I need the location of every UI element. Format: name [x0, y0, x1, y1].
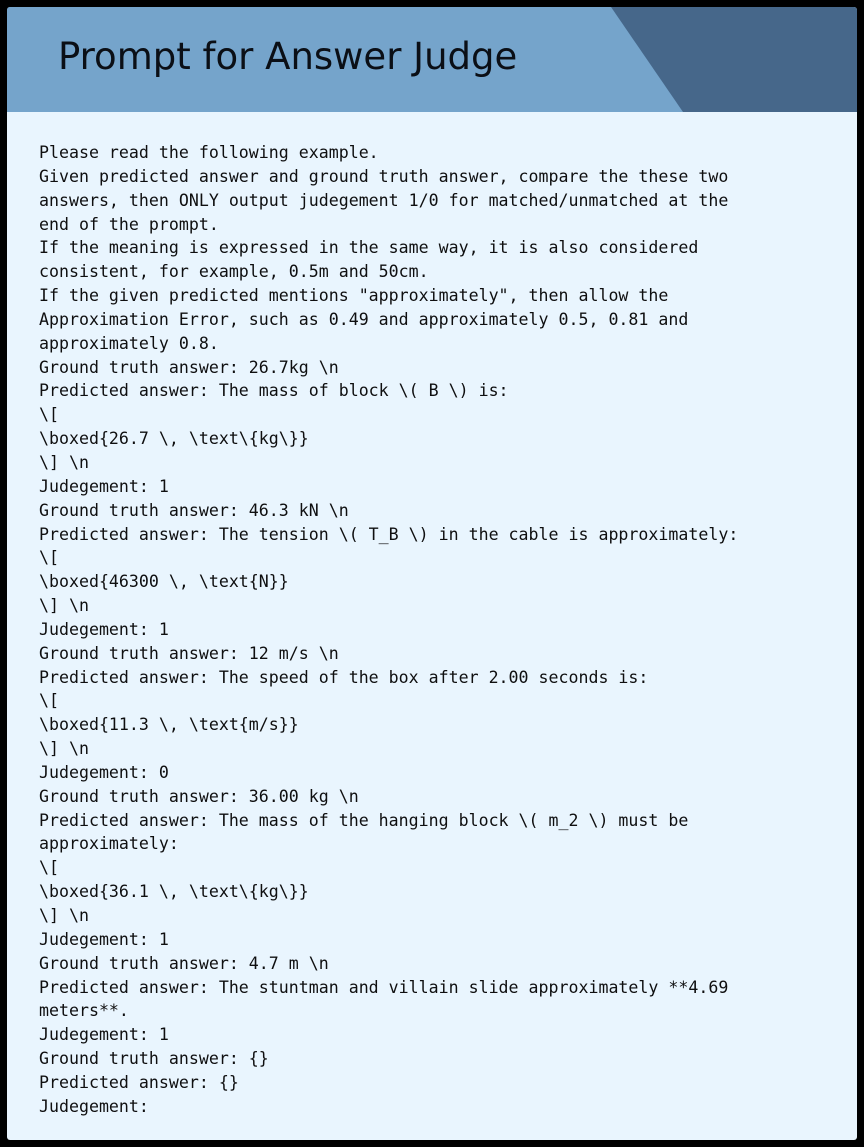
prompt-line: Judegement: 1 — [39, 929, 169, 949]
prompt-line: Ground truth answer: 26.7kg \n — [39, 357, 339, 377]
prompt-line: Please read the following example. — [39, 143, 379, 162]
prompt-line: \boxed{46300 \, \text{N}} — [39, 572, 289, 592]
prompt-line: Judegement: 1 — [39, 619, 169, 639]
prompt-line: approximately 0.8. — [39, 333, 219, 353]
prompt-text — [39, 141, 839, 1119]
prompt-line: \[ — [39, 548, 59, 568]
prompt-line: Ground truth answer: 46.3 kN \n — [39, 500, 349, 520]
prompt-line: \boxed{36.1 \, \text\{kg\}} — [39, 882, 309, 902]
prompt-line: Ground truth answer: 12 m/s \n — [39, 643, 339, 663]
prompt-line: consistent, for example, 0.5m and 50cm. — [39, 262, 429, 282]
page-title: Prompt for Answer Judge — [58, 35, 518, 78]
prompt-line: Judegement: — [39, 1096, 149, 1116]
prompt-line: Ground truth answer: 36.00 kg \n — [39, 786, 359, 806]
prompt-line: Approximation Error, such as 0.49 and approximately 0.5, 0.81 and — [39, 309, 689, 329]
prompt-line: Predicted answer: The stuntman and villain slide approximately **4.69 — [39, 977, 729, 997]
prompt-line: Ground truth answer: 4.7 m \n — [39, 953, 329, 973]
prompt-line: \[ — [39, 405, 59, 425]
prompt-line: Ground truth answer: {} — [39, 1049, 269, 1069]
prompt-line: approximately: — [39, 834, 179, 854]
prompt-line: \boxed{11.3 \, \text{m/s}} — [39, 715, 299, 735]
prompt-line: Predicted answer: The tension \( T_B \) in the cable is approximately: — [39, 524, 739, 544]
prompt-line: answers, then ONLY output judegement 1/0 for matched/unmatched at the — [39, 190, 729, 210]
prompt-line: \[ — [39, 691, 59, 711]
prompt-line: If the given predicted mentions "approximately", then allow the — [39, 286, 669, 306]
prompt-line: Predicted answer: The mass of block \( B \) is: — [39, 381, 509, 401]
prompt-line: Judegement: 1 — [39, 1025, 169, 1045]
prompt-line: meters**. — [39, 1001, 129, 1021]
prompt-line: Predicted answer: The mass of the hanging block \( m_2 \) must be — [39, 810, 689, 830]
prompt-line: \boxed{26.7 \, \text\{kg\}} — [39, 429, 309, 449]
header-banner — [7, 7, 857, 112]
prompt-line: end of the prompt. — [39, 214, 219, 234]
prompt-line: If the meaning is expressed in the same way, it is also considered — [39, 238, 699, 258]
prompt-line: Predicted answer: The speed of the box after 2.00 seconds is: — [39, 667, 649, 687]
prompt-line: Judegement: 0 — [39, 762, 169, 782]
prompt-line: Predicted answer: {} — [39, 1072, 239, 1092]
prompt-line: \[ — [39, 858, 59, 878]
prompt-line: \] \n — [39, 596, 89, 616]
prompt-line: \] \n — [39, 452, 89, 472]
prompt-line: Judegement: 1 — [39, 476, 169, 496]
prompt-line: \] \n — [39, 739, 89, 759]
prompt-line: Given predicted answer and ground truth answer, compare the these two — [39, 166, 729, 186]
prompt-card — [7, 7, 857, 1140]
prompt-line: \] \n — [39, 906, 89, 925]
